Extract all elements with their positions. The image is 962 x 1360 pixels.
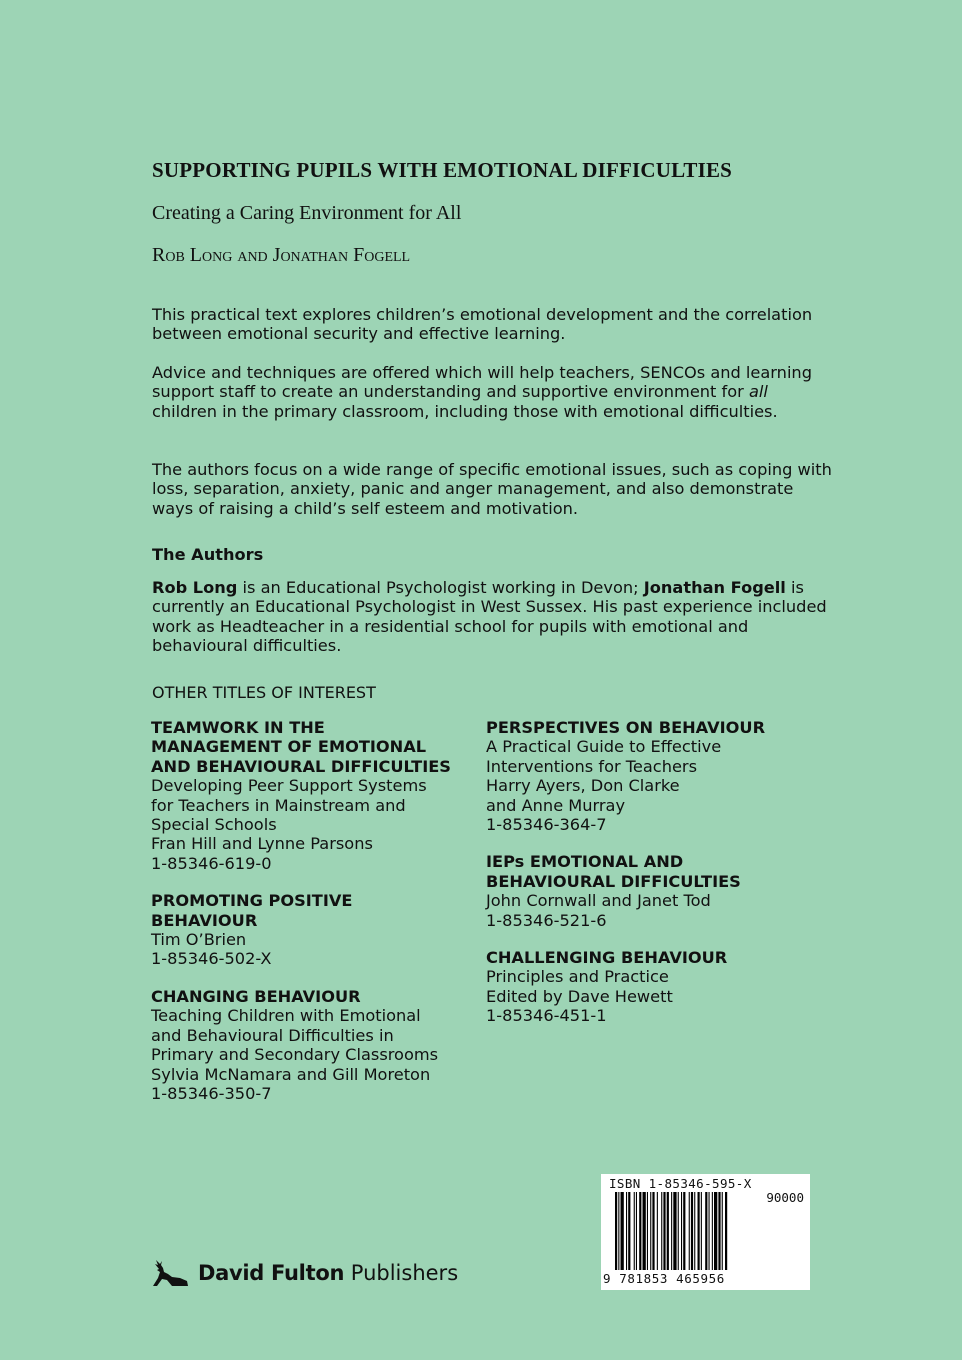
related-book-details: Tim O’Brien 1-85346-502-X <box>151 930 272 969</box>
barcode-bar <box>618 1192 619 1270</box>
related-book-details: Developing Peer Support Systems for Teachers in Mainstream and Special Schools Fran Hill and Lynne Parsons 1-85346-619-0 <box>151 776 427 873</box>
other-titles-right-column <box>486 718 816 1044</box>
barcode-bars <box>615 1192 763 1272</box>
barcode-bar <box>694 1192 695 1270</box>
related-book <box>486 948 816 1026</box>
related-book-title: IEPs EMOTIONAL AND BEHAVIOURAL DIFFICULTIES <box>486 852 741 891</box>
emphasis-all: all <box>748 382 768 402</box>
barcode-bar <box>628 1192 630 1270</box>
related-book <box>151 891 481 969</box>
book-title: SUPPORTING PUPILS WITH EMOTIONAL DIFFICULTIES <box>152 158 733 182</box>
related-book-details: John Cornwall and Janet Tod 1-85346-521-6 <box>486 891 711 930</box>
related-book-details: Teaching Children with Emotional and Behavioural Difficulties in Primary and Secondary Classrooms Sylvia McNamara and Gill Moreton 1-85346-350-7 <box>151 1006 439 1103</box>
isbn-label: ISBN 1-85346-595-X <box>609 1176 752 1191</box>
related-book-title: CHALLENGING BEHAVIOUR <box>486 948 728 968</box>
barcode-bar <box>634 1192 635 1270</box>
barcode-bar <box>722 1192 723 1270</box>
description-paragraph-1: This practical text explores children’s emotional development and the correlation between emotional security and effective learning. <box>152 305 813 344</box>
book-authors: Rob Long and Jonathan Fogell <box>152 244 411 266</box>
barcode-bar <box>626 1192 627 1270</box>
description-paragraph-2: Advice and techniques are offered which will help teachers, SENCOs and learning support staff to create an understanding and supportive environment for all children in the primary classroom, including those with emotional difficulties. <box>152 363 812 421</box>
barcode-bar <box>643 1192 646 1270</box>
publisher-logo <box>150 1258 458 1288</box>
publisher-name: David Fulton Publishers <box>198 1261 459 1285</box>
barcode-bar <box>718 1192 720 1270</box>
ean-number: 9 781853 465956 <box>603 1271 725 1286</box>
barcode-bar <box>714 1192 717 1270</box>
related-book <box>486 852 816 930</box>
barcode-bar <box>689 1192 690 1270</box>
barcode-bar <box>673 1192 676 1270</box>
barcode-bar <box>652 1192 654 1270</box>
related-book-title: TEAMWORK IN THE MANAGEMENT OF EMOTIONAL AND BEHAVIOURAL DIFFICULTIES <box>151 718 451 776</box>
barcode-bar <box>636 1192 637 1270</box>
barcode-bar <box>621 1192 624 1270</box>
isbn-barcode <box>601 1174 810 1290</box>
barcode-bar <box>709 1192 710 1270</box>
related-book-title: CHANGING BEHAVIOUR <box>151 986 361 1006</box>
barcode-bar <box>712 1192 713 1270</box>
barcode-bar <box>650 1192 651 1270</box>
authors-heading: The Authors <box>152 545 264 564</box>
related-book <box>151 987 481 1103</box>
barcode-bar <box>663 1192 665 1270</box>
barcode-bar <box>698 1192 700 1270</box>
price-code: 90000 <box>766 1190 804 1205</box>
barcode-bar <box>615 1192 617 1270</box>
barcode-bar <box>678 1192 679 1270</box>
barcode-bar <box>725 1192 727 1270</box>
barcode-bar <box>683 1192 685 1270</box>
barcode-bar <box>691 1192 693 1270</box>
related-book <box>151 718 481 873</box>
related-book-title: PERSPECTIVES ON BEHAVIOUR <box>486 718 766 737</box>
related-book <box>486 718 816 834</box>
other-titles-heading: OTHER TITLES OF INTEREST <box>152 683 376 702</box>
deer-icon <box>150 1258 190 1288</box>
barcode-bar <box>661 1192 662 1270</box>
barcode-bar <box>705 1192 707 1270</box>
related-book-details: A Practical Guide to Effective Interventions for Teachers Harry Ayers, Don Clarke and Anne Murray 1-85346-364-7 <box>486 737 722 835</box>
barcode-bar <box>701 1192 702 1270</box>
barcode-bar <box>671 1192 672 1270</box>
barcode-bar <box>667 1192 669 1270</box>
barcode-bar <box>639 1192 641 1270</box>
book-subtitle: Creating a Caring Environment for All <box>152 202 462 224</box>
barcode-bar <box>657 1192 658 1270</box>
other-titles-left-column <box>151 718 481 1121</box>
related-book-title: PROMOTING POSITIVE BEHAVIOUR <box>151 891 353 930</box>
barcode-bar <box>647 1192 648 1270</box>
related-book-details: Principles and Practice Edited by Dave Hewett 1-85346-451-1 <box>486 967 673 1026</box>
authors-bio: Rob Long is an Educational Psychologist working in Devon; Jonathan Fogell is currently an Educational Psychologist in West Sussex. His past experience included work as Headteacher in a residential school for pupils with emotional and behavioural difficulties. <box>152 578 827 656</box>
barcode-bar <box>681 1192 682 1270</box>
description-paragraph-3: The authors focus on a wide range of specific emotional issues, such as coping with loss, separation, anxiety, panic and anger management, and also demonstrate ways of raising a child’s self esteem and motivation. <box>152 460 832 518</box>
